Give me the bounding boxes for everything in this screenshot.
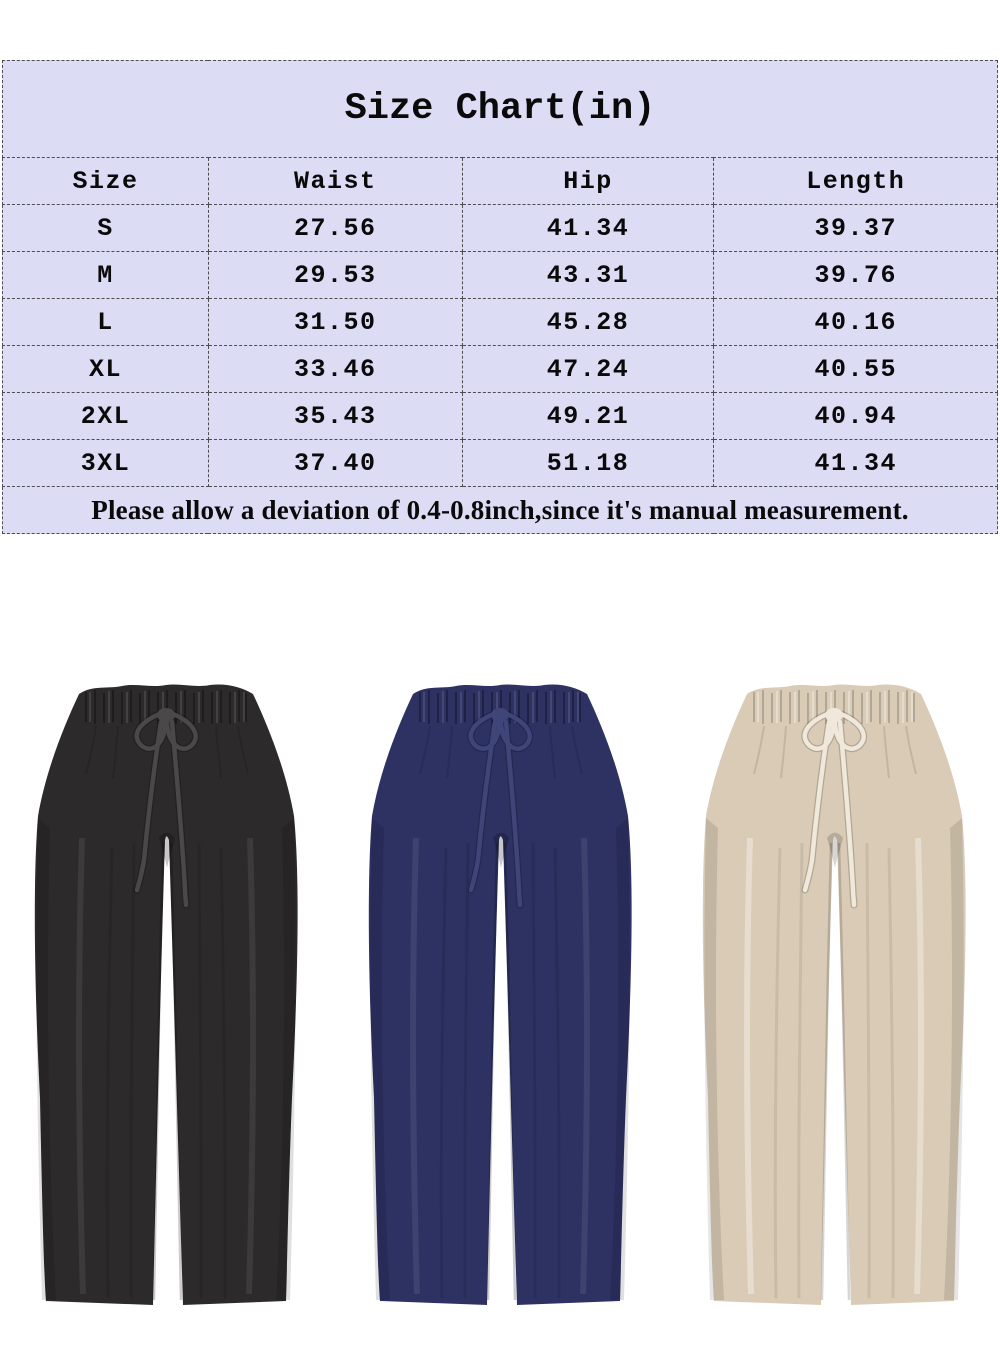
column-header-size: Size: [3, 158, 209, 205]
size-chart-table: [2, 60, 998, 534]
table-row-xl: [3, 346, 998, 393]
cell-hip: 47.24: [462, 346, 714, 393]
cell-length: 41.34: [714, 440, 998, 487]
cell-size: XL: [3, 346, 209, 393]
cell-waist: 27.56: [208, 205, 462, 252]
product-image-navy-pants: [350, 678, 650, 1308]
size-chart-title-row: [3, 61, 998, 158]
product-image-beige-pants: [684, 678, 984, 1308]
pants-body: [703, 684, 966, 1305]
cell-hip: 43.31: [462, 252, 714, 299]
cell-waist: 33.46: [208, 346, 462, 393]
cell-size: L: [3, 299, 209, 346]
cell-length: 39.37: [714, 205, 998, 252]
cell-hip: 51.18: [462, 440, 714, 487]
table-row-3xl: [3, 440, 998, 487]
column-header-waist: Waist: [208, 158, 462, 205]
cell-size: 3XL: [3, 440, 209, 487]
product-photos: [0, 678, 1000, 1310]
cell-hip: 41.34: [462, 205, 714, 252]
pants-body: [35, 684, 298, 1305]
cell-waist: 35.43: [208, 393, 462, 440]
cell-length: 39.76: [714, 252, 998, 299]
drawstring-knot: [157, 708, 175, 722]
pants-body: [369, 684, 632, 1305]
table-row-2xl: [3, 393, 998, 440]
drawstring-knot: [491, 708, 509, 722]
cell-waist: 37.40: [208, 440, 462, 487]
column-header-hip: Hip: [462, 158, 714, 205]
table-row-m: [3, 252, 998, 299]
black-pants-illustration: [16, 678, 316, 1308]
cell-length: 40.16: [714, 299, 998, 346]
note-row: [3, 487, 998, 534]
cell-hip: 45.28: [462, 299, 714, 346]
navy-pants-illustration: [350, 678, 650, 1308]
column-header-length: Length: [714, 158, 998, 205]
cell-size: S: [3, 205, 209, 252]
cell-waist: 31.50: [208, 299, 462, 346]
cell-length: 40.94: [714, 393, 998, 440]
product-image-black-pants: [16, 678, 316, 1308]
cell-size: 2XL: [3, 393, 209, 440]
beige-pants-illustration: [684, 678, 984, 1308]
measurement-note: Please allow a deviation of 0.4-0.8inch,since it's manual measurement.: [3, 487, 998, 534]
size-chart-title: Size Chart(in): [3, 61, 998, 158]
cell-length: 40.55: [714, 346, 998, 393]
size-chart-header-row: [3, 158, 998, 205]
cell-waist: 29.53: [208, 252, 462, 299]
drawstring-knot: [825, 708, 843, 722]
table-row-s: [3, 205, 998, 252]
table-row-l: [3, 299, 998, 346]
cell-size: M: [3, 252, 209, 299]
cell-hip: 49.21: [462, 393, 714, 440]
